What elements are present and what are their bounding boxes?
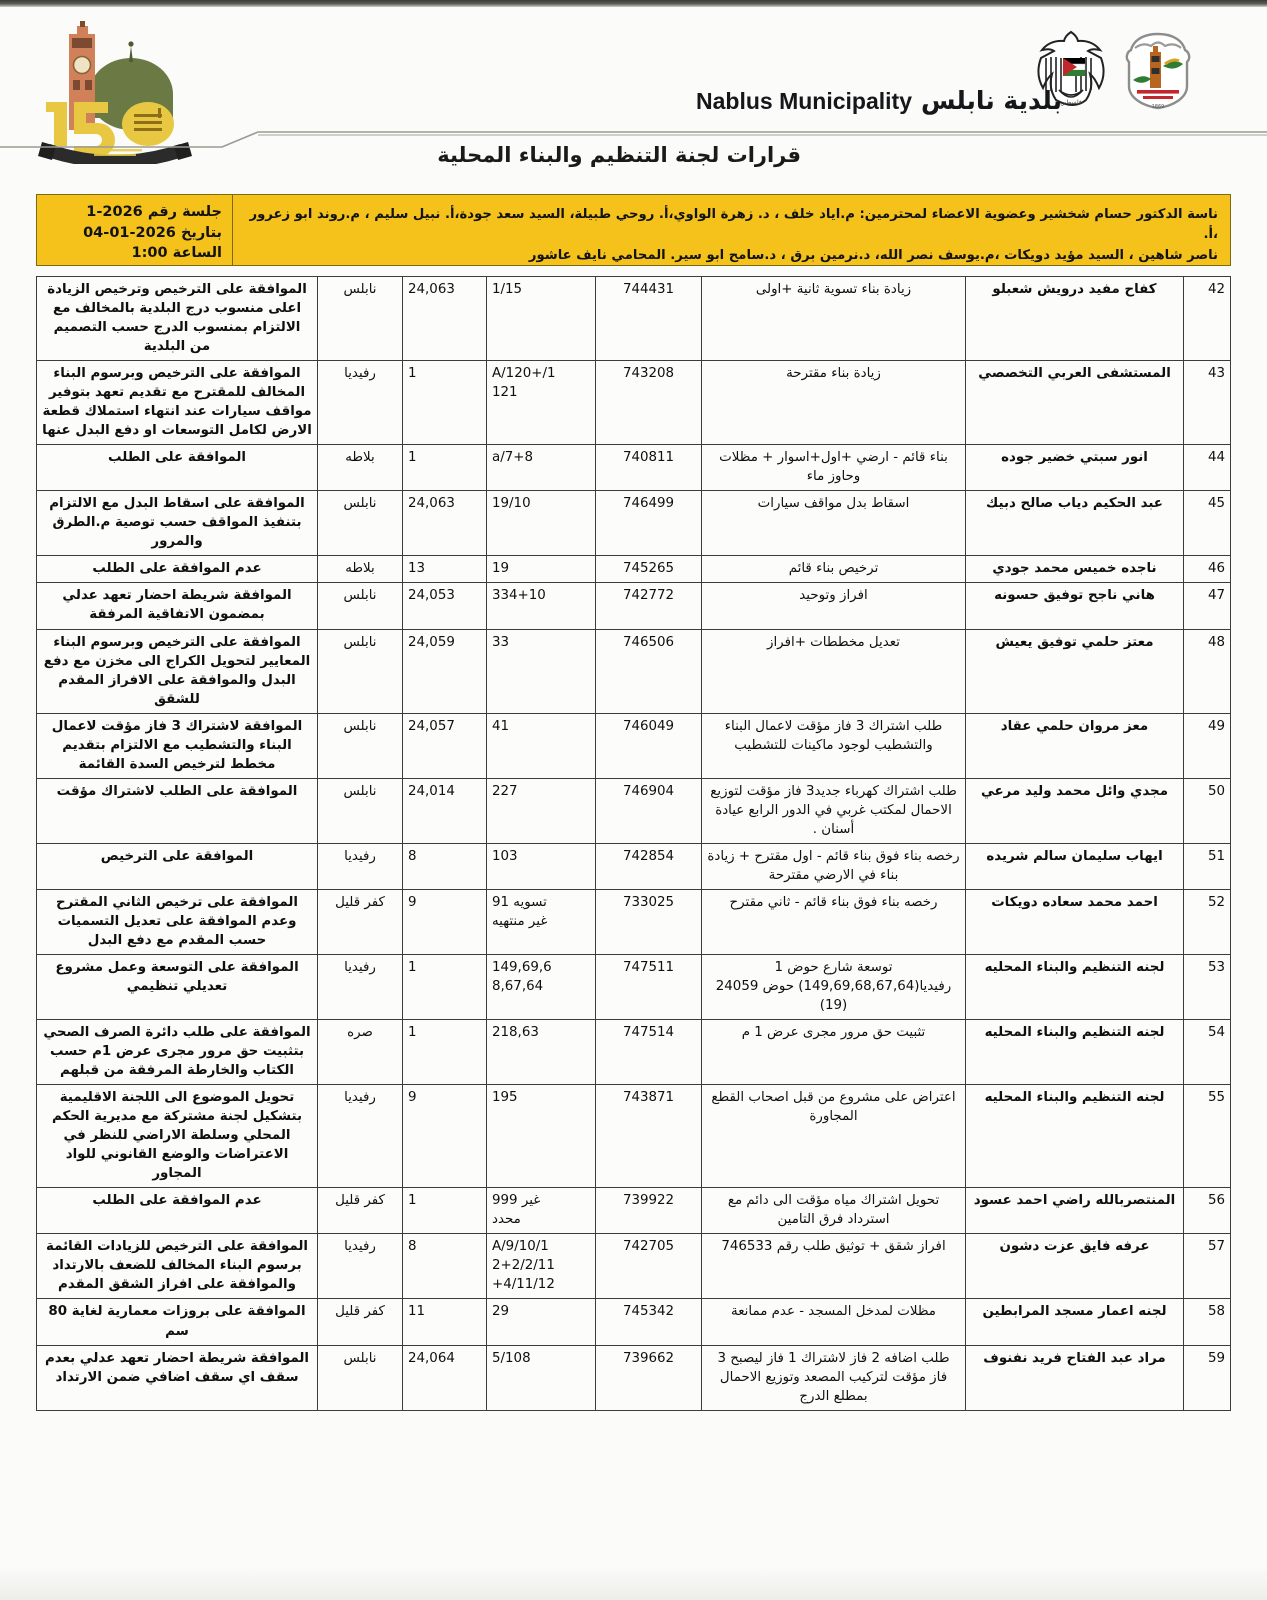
table-row [37,1345,1231,1410]
cell-applicant-name: احمد محمد سعاده دويكات [966,889,1184,954]
cell-piece-number: 91 تسويه غير منتهيه [487,889,596,954]
row-serial-number: 53 [1184,954,1231,1019]
cell-decision-text: الموافقة على التوسعة وعمل مشروع تعديلي تنظيمي [37,954,318,1019]
cell-piece-number-continued: 2+2/2/11 [492,1258,555,1274]
row-serial-number: 58 [1184,1299,1231,1345]
row-serial-number: 51 [1184,843,1231,889]
cell-decision-text: الموافقة على الترخيص وترخيص الزيادة اعلى منسوب درج البلدية بالمخالف مع الالتزام بمنسوب الدرج حسب التصميم من البلدية [37,277,318,361]
cell-request-subject: افراز شقق + توثيق طلب رقم 746533 [702,1234,966,1299]
cell-decision-text: الموافقة على الطلب [37,445,318,491]
cell-basin-number: 13 [403,556,487,583]
brand-name-english: Nablus Municipality [696,88,912,114]
cell-applicant-name: كفاح مفيد درويش شعبلو [966,277,1184,361]
table-row [37,1085,1231,1188]
session-members-block [233,195,1230,265]
cell-piece-number: 19/10 [487,491,596,556]
cell-piece-number: 33 [487,629,596,713]
cell-file-number: 742705 [596,1234,702,1299]
cell-basin-number: 8 [403,843,487,889]
cell-file-number: 747511 [596,954,702,1019]
cell-decision-text: الموافقة على الترخيص [37,843,318,889]
cell-decision-text: تحويل الموضوع الى اللجنة الاقليمية بتشكيل لجنة مشتركة مع مديرية الحكم المحلي وسلطة الاراضي للنظر في الاعتراضات والوضع القانوني للواد المجاور [37,1085,318,1188]
cell-file-number: 742854 [596,843,702,889]
cell-applicant-name: لجنه التنظيم والبناء المحليه [966,954,1184,1019]
row-serial-number: 43 [1184,361,1231,445]
cell-applicant-name: ناجده خميس محمد جودي [966,556,1184,583]
cell-applicant-name: لجنه التنظيم والبناء المحليه [966,1020,1184,1085]
decisions-table-wrap [36,276,1231,1411]
table-row [37,889,1231,954]
decisions-table [36,276,1231,1411]
cell-file-number: 739662 [596,1345,702,1410]
cell-area-name: صره [318,1020,403,1085]
table-row [37,361,1231,445]
cell-basin-number: 24,063 [403,277,487,361]
cell-piece-number: 227 [487,778,596,843]
cell-request-subject: رخصه بناء فوق بناء قائم - اول مقترح + زيادة بناء في الارضي مقترحة [702,843,966,889]
cell-decision-text: الموافقة على بروزات معمارية لغاية 80 سم [37,1299,318,1345]
cell-decision-text: الموافقة على الطلب لاشتراك مؤقت [37,778,318,843]
cell-request-subject: تثبيت حق مرور مجرى عرض 1 م [702,1020,966,1085]
cell-piece-number-continued: غير منتهيه [492,913,548,929]
svg-text:1869: 1869 [1151,104,1165,110]
cell-basin-number: 24,064 [403,1345,487,1410]
row-serial-number: 42 [1184,277,1231,361]
cell-file-number: 742772 [596,583,702,629]
cell-request-subject: طلب اشتراك 3 فاز مؤقت لاعمال البناء والتشطيب لوجود ماكينات للتشطيب [702,713,966,778]
cell-piece-number-continued: +4/11/12 [492,1277,555,1293]
row-serial-number: 54 [1184,1020,1231,1085]
cell-piece-number: 29 [487,1299,596,1345]
cell-decision-text: الموافقة على ترخيص الثاني المقترح وعدم الموافقة على تعديل التسميات حسب المقدم مع دفع البدل [37,889,318,954]
table-row [37,583,1231,629]
cell-basin-number: 24,053 [403,583,487,629]
cell-file-number: 746506 [596,629,702,713]
row-serial-number: 49 [1184,713,1231,778]
cell-file-number: 745265 [596,556,702,583]
cell-piece-number-continued: محدد [492,1212,521,1228]
cell-basin-number: 24,057 [403,713,487,778]
brand-lockup [696,86,1062,115]
cell-applicant-name: لجنه التنظيم والبناء المحليه [966,1085,1184,1188]
cell-file-number: 747514 [596,1020,702,1085]
cell-decision-text: الموافقة على الترخيص وبرسوم البناء المخالف للمقترح مع تقديم تعهد بتوفير مواقف سيارات عند انتهاء استملاك قطعة الارض لكامل التوسعات او دفع البدل عنها [37,361,318,445]
cell-decision-text: الموافقة شريطة احضار تعهد عدلي بمضمون الاتفاقية المرفقة [37,583,318,629]
cell-area-name: نابلس [318,778,403,843]
cell-request-subject: افراز وتوحيد [702,583,966,629]
cell-request-subject: بناء قائم - ارضي +اول+اسوار + مظلات وحاوز ماء [702,445,966,491]
cell-basin-number: 1 [403,954,487,1019]
cell-piece-number: 999 غير محدد [487,1188,596,1234]
session-date: بتاريخ 2026-01-04 [83,224,222,241]
cell-request-subject: طلب اضافه 2 فاز لاشتراك 1 فاز ليصبح 3 فاز مؤقت لتركيب المصعد وتوزيع الاحمال بمطلع الدرج [702,1345,966,1410]
cell-request-subject: اعتراض على مشروع من قبل اصحاب القطع المجاورة [702,1085,966,1188]
table-row [37,277,1231,361]
cell-decision-text: الموافقة على طلب دائرة الصرف الصحي بتثبيت حق مرور مجرى عرض 1م حسب الكتاب والخارطة المرفقة من قبلهم [37,1020,318,1085]
cell-applicant-name: هاني ناجح توفيق حسونه [966,583,1184,629]
cell-request-subject: طلب اشتراك كهرباء جديد3 فاز مؤقت لتوزيع الاحمال لمكتب غربي في الدور الرابع عيادة أسنان . [702,778,966,843]
cell-file-number: 743208 [596,361,702,445]
cell-file-number: 733025 [596,889,702,954]
row-serial-number: 46 [1184,556,1231,583]
cell-applicant-name: معز مروان حلمي عقاد [966,713,1184,778]
cell-file-number: 746049 [596,713,702,778]
cell-file-number: 746499 [596,491,702,556]
table-row [37,556,1231,583]
cell-area-name: بلاطه [318,556,403,583]
table-row [37,1234,1231,1299]
cell-decision-text: عدم الموافقة على الطلب [37,556,318,583]
cell-file-number: 739922 [596,1188,702,1234]
cell-basin-number: 24,014 [403,778,487,843]
cell-area-name: نابلس [318,629,403,713]
scan-bottom-shade [0,1566,1267,1600]
cell-applicant-name: المنتصربالله راضي احمد عسود [966,1188,1184,1234]
row-serial-number: 47 [1184,583,1231,629]
table-row [37,1020,1231,1085]
cell-piece-number: 218,63 [487,1020,596,1085]
session-members-line-1: ناسة الدكتور حسام شخشير وعضوية الاعضاء لمحترمين: م.اياد خلف ، د. زهرة الواوي،أ. روحي طبيلة، السيد سعد جودة،أ. نبيل سليم ، م.روند ابو زعرور ،أ. [249,207,1218,243]
cell-piece-number: 41 [487,713,596,778]
cell-area-name: نابلس [318,713,403,778]
cell-applicant-name: ايهاب سليمان سالم شريده [966,843,1184,889]
table-row [37,629,1231,713]
session-banner [36,194,1231,266]
cell-area-name: نابلس [318,583,403,629]
row-serial-number: 55 [1184,1085,1231,1188]
cell-request-subject: اسقاط بدل مواقف سيارات [702,491,966,556]
cell-applicant-name: انور سبتي خضير جوده [966,445,1184,491]
row-serial-number: 59 [1184,1345,1231,1410]
cell-file-number: 744431 [596,277,702,361]
cell-basin-number: 8 [403,1234,487,1299]
cell-area-name: كفر قليل [318,889,403,954]
cell-applicant-name: مراد عبد الفتاح فريد نفنوف [966,1345,1184,1410]
cell-piece-number: 334+10 [487,583,596,629]
row-serial-number: 48 [1184,629,1231,713]
session-time: الساعة 1:00 [131,245,222,262]
cell-request-subject: ترخيص بناء قائم [702,556,966,583]
row-serial-number: 52 [1184,889,1231,954]
row-serial-number: 50 [1184,778,1231,843]
session-number: جلسة رقم 2026-1 [86,204,222,220]
cell-basin-number: 1 [403,361,487,445]
row-serial-number: 44 [1184,445,1231,491]
page-title: قرارات لجنة التنظيم والبناء المحلية [437,143,801,167]
document-header [0,0,1267,186]
cell-piece-number: 1/15 [487,277,596,361]
cell-request-subject: تعديل مخططات +افراز [702,629,966,713]
cell-piece-number: a/7+8 [487,445,596,491]
cell-file-number: 746904 [596,778,702,843]
nablus-municipality-crest-icon [1121,30,1195,114]
table-row [37,445,1231,491]
table-row [37,713,1231,778]
cell-decision-text: الموافقة على الترخيص للزيادات القائمة برسوم البناء المخالف للضعف بالارتداد والموافقة على افراز الشقق المقدم [37,1234,318,1299]
cell-decision-text: الموافقة على الترخيص وبرسوم البناء المعايير لتحويل الكراج الى مخزن مع دفع البدل والموافقة على الافراز المقدم للشقق [37,629,318,713]
cell-piece-number: 5/108 [487,1345,596,1410]
cell-basin-number: 24,059 [403,629,487,713]
cell-area-name: نابلس [318,1345,403,1410]
cell-area-name: رفيديا [318,954,403,1019]
cell-applicant-name: معتز حلمي توفيق يعيش [966,629,1184,713]
cell-basin-number: 1 [403,1020,487,1085]
cell-area-name: بلاطه [318,445,403,491]
session-members-line-2: ناصر شاهين ، السيد مؤيد دويكات ،م.يوسف نصر الله، د.نرمين برق ، د.سامح ابو سير. المحامي نايف عاشور [528,247,1218,263]
brand-name-arabic: بلدية نابلس [921,86,1062,115]
cell-applicant-name: لجنه اعمار مسجد المرابطين [966,1299,1184,1345]
cell-applicant-name: عبد الحكيم دياب صالح دبيك [966,491,1184,556]
cell-piece-number-continued: 8,67,64 [492,979,544,994]
table-row [37,954,1231,1019]
cell-request-subject: مظلات لمدخل المسجد - عدم ممانعة [702,1299,966,1345]
cell-area-name: رفيديا [318,843,403,889]
row-serial-number: 56 [1184,1188,1231,1234]
cell-decision-text: الموافقة شريطة احضار تعهد عدلي بعدم سقف اي سقف اضافي ضمن الارتداد [37,1345,318,1410]
cell-request-subject: زيادة بناء تسوية ثانية +اولى [702,277,966,361]
table-row [37,1188,1231,1234]
table-row [37,491,1231,556]
cell-request-subject: زيادة بناء مقترحة [702,361,966,445]
cell-basin-number: 1 [403,445,487,491]
cell-area-name: نابلس [318,277,403,361]
cell-area-name: رفيديا [318,1085,403,1188]
cell-file-number: 740811 [596,445,702,491]
cell-request-subject: تحويل اشتراك مياه مؤقت الى دائم مع استرداد فرق التامين [702,1188,966,1234]
cell-basin-number: 11 [403,1299,487,1345]
cell-file-number: 743871 [596,1085,702,1188]
cell-piece-number: A/120+/1 121 [487,361,596,445]
cell-area-name: كفر قليل [318,1188,403,1234]
cell-request-subject: توسعة شارع حوض 1 رفيديا(149,69,68,67,64) حوض 24059 (19) [702,954,966,1019]
cell-request-subject: رخصه بناء فوق بناء قائم - ثاني مقترح [702,889,966,954]
cell-area-name: كفر قليل [318,1299,403,1345]
cell-basin-number: 24,063 [403,491,487,556]
cell-piece-number-continued: 121 [492,385,518,401]
cell-piece-number: 103 [487,843,596,889]
cell-piece-number: 19 [487,556,596,583]
cell-decision-text: الموافقة لاشتراك 3 فاز مؤقت لاعمال البناء والتشطيب مع الالتزام بتقديم مخطط لترخيص السدة القائمة [37,713,318,778]
cell-basin-number: 9 [403,889,487,954]
cell-area-name: نابلس [318,491,403,556]
cell-decision-text: الموافقة على اسقاط البدل مع الالتزام بتنفيذ المواقف حسب توصية م.الطرق والمرور [37,491,318,556]
cell-applicant-name: مجدي وائل محمد وليد مرعي [966,778,1184,843]
cell-applicant-name: عرفه فايق عزت دشون [966,1234,1184,1299]
cell-piece-number: A/9/10/1 2+2/2/11 +4/11/12 [487,1234,596,1299]
cell-piece-number: 149,69,6 8,67,64 [487,954,596,1019]
table-row [37,778,1231,843]
table-row [37,1299,1231,1345]
cell-applicant-name: المستشفى العربي التخصصي [966,361,1184,445]
cell-area-name: رفيديا [318,1234,403,1299]
table-row [37,843,1231,889]
cell-file-number: 745342 [596,1299,702,1345]
cell-piece-number: 195 [487,1085,596,1188]
row-serial-number: 45 [1184,491,1231,556]
cell-basin-number: 9 [403,1085,487,1188]
cell-decision-text: عدم الموافقة على الطلب [37,1188,318,1234]
cell-basin-number: 1 [403,1188,487,1234]
svg-text:فلسطين: فلسطين [1060,99,1082,106]
session-meta-block [37,195,233,265]
row-serial-number: 57 [1184,1234,1231,1299]
cell-area-name: رفيديا [318,361,403,445]
